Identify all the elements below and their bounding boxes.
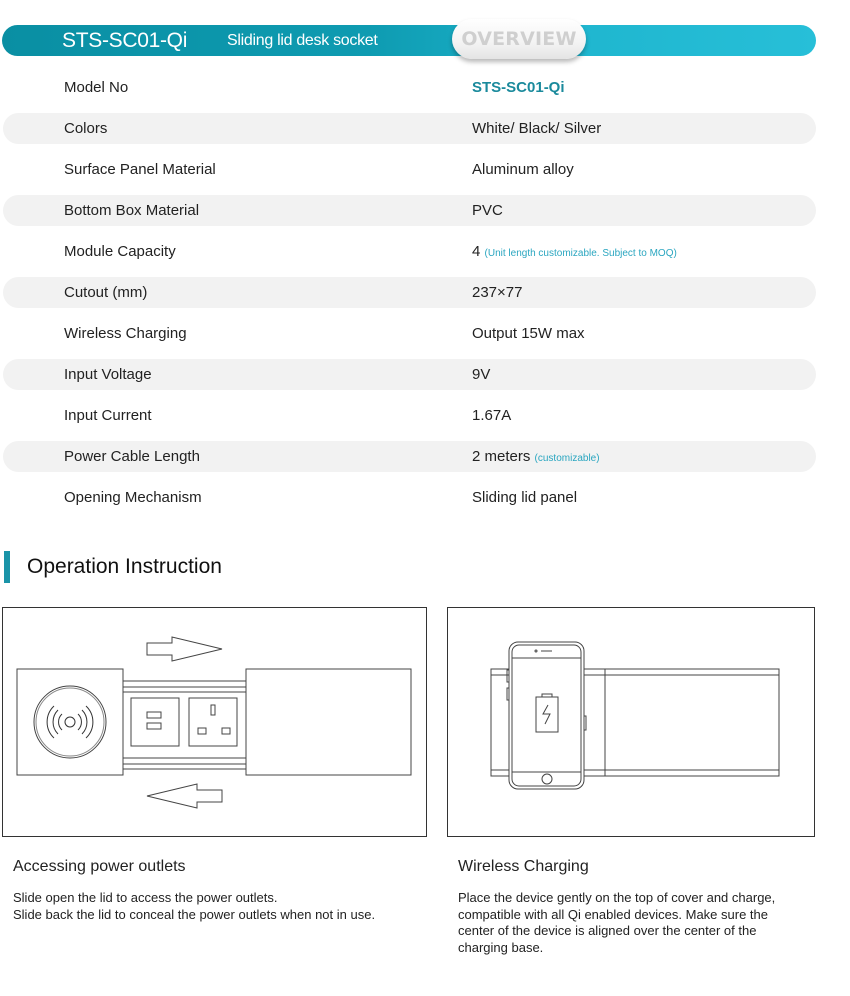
spec-row-module-capacity [3, 236, 816, 267]
spec-row-opening-mechanism [3, 482, 816, 513]
spec-value: PVC [472, 202, 503, 219]
spec-value-wrap [472, 441, 600, 472]
product-model-title: STS-SC01-Qi [62, 29, 188, 52]
spec-label: Bottom Box Material [64, 202, 200, 219]
usb-port-icon [147, 712, 161, 718]
caption-text-outlets [13, 890, 375, 923]
socket-pin-icon [198, 728, 206, 734]
spec-row-cable-length [3, 441, 816, 472]
spec-value: Aluminum alloy [472, 161, 574, 178]
caption-line: charging base. [458, 939, 544, 955]
spec-value: STS-SC01-Qi [472, 79, 565, 96]
spec-label: Opening Mechanism [64, 489, 202, 506]
section-title: Operation Instruction [27, 555, 222, 578]
spec-row-bottom-material [3, 195, 816, 226]
arrow-right-icon [147, 637, 222, 661]
spec-label: Model No [64, 79, 129, 96]
spec-row-wireless-charging [3, 318, 816, 349]
caption-text-wireless [458, 890, 810, 956]
spec-value: 237×77 [472, 284, 523, 301]
caption-line: Slide back the lid to conceal the power outlets when not in use. [13, 906, 376, 922]
spec-value: 1.67A [472, 407, 512, 424]
sliding-lid [246, 669, 411, 775]
wireless-charging-icon [47, 706, 93, 738]
spec-note: (Unit length customizable. Subject to MOQ) [484, 248, 677, 259]
spec-note: (customizable) [534, 453, 600, 464]
spec-label: Power Cable Length [64, 448, 200, 465]
spec-label: Surface Panel Material [64, 161, 216, 178]
spec-label: Module Capacity [64, 243, 176, 260]
usb-port-icon [147, 723, 161, 729]
spec-value: Output 15W max [472, 325, 585, 342]
spec-row-input-current [3, 400, 816, 431]
spec-value: Sliding lid panel [472, 489, 578, 506]
spec-value: White/ Black/ Silver [472, 120, 602, 137]
socket-pin-icon [222, 728, 230, 734]
caption-title-wireless: Wireless Charging [458, 858, 589, 875]
usb-module [131, 698, 179, 746]
spec-row-colors [3, 113, 816, 144]
arrow-left-icon [147, 784, 222, 808]
spec-value: 9V [472, 366, 491, 383]
caption-line: Place the device gently on the top of cover and charge, [458, 890, 776, 905]
spec-label: Colors [64, 120, 108, 137]
spec-row-surface-material [3, 154, 816, 185]
spec-value: 4 [472, 243, 481, 260]
smartphone-icon [507, 642, 586, 789]
overview-tab[interactable]: OVERVIEW [452, 19, 586, 59]
spec-value: 2 meters [472, 448, 531, 465]
product-subtitle: Sliding lid desk socket [227, 32, 378, 49]
spec-label: Input Current [64, 407, 152, 424]
spec-label: Cutout (mm) [64, 284, 148, 301]
spec-label: Wireless Charging [64, 325, 187, 342]
caption-line: Slide open the lid to access the power outlets. [13, 890, 278, 905]
spec-label: Input Voltage [64, 366, 152, 383]
charging-pad [34, 686, 106, 758]
spec-row-cutout [3, 277, 816, 308]
section-marker [4, 551, 10, 583]
caption-title-outlets: Accessing power outlets [13, 858, 186, 875]
socket-earth-pin-icon [211, 705, 215, 715]
sliding-lid-socket-diagram [2, 607, 427, 837]
caption-line: center of the device is aligned over the center of the [458, 923, 757, 938]
spec-row-model [3, 72, 816, 103]
spec-row-input-voltage [3, 359, 816, 390]
caption-line: compatible with all Qi enabled devices. Make sure the [458, 906, 768, 922]
spec-value-wrap [472, 236, 677, 267]
phone-on-charger-diagram [447, 607, 815, 837]
